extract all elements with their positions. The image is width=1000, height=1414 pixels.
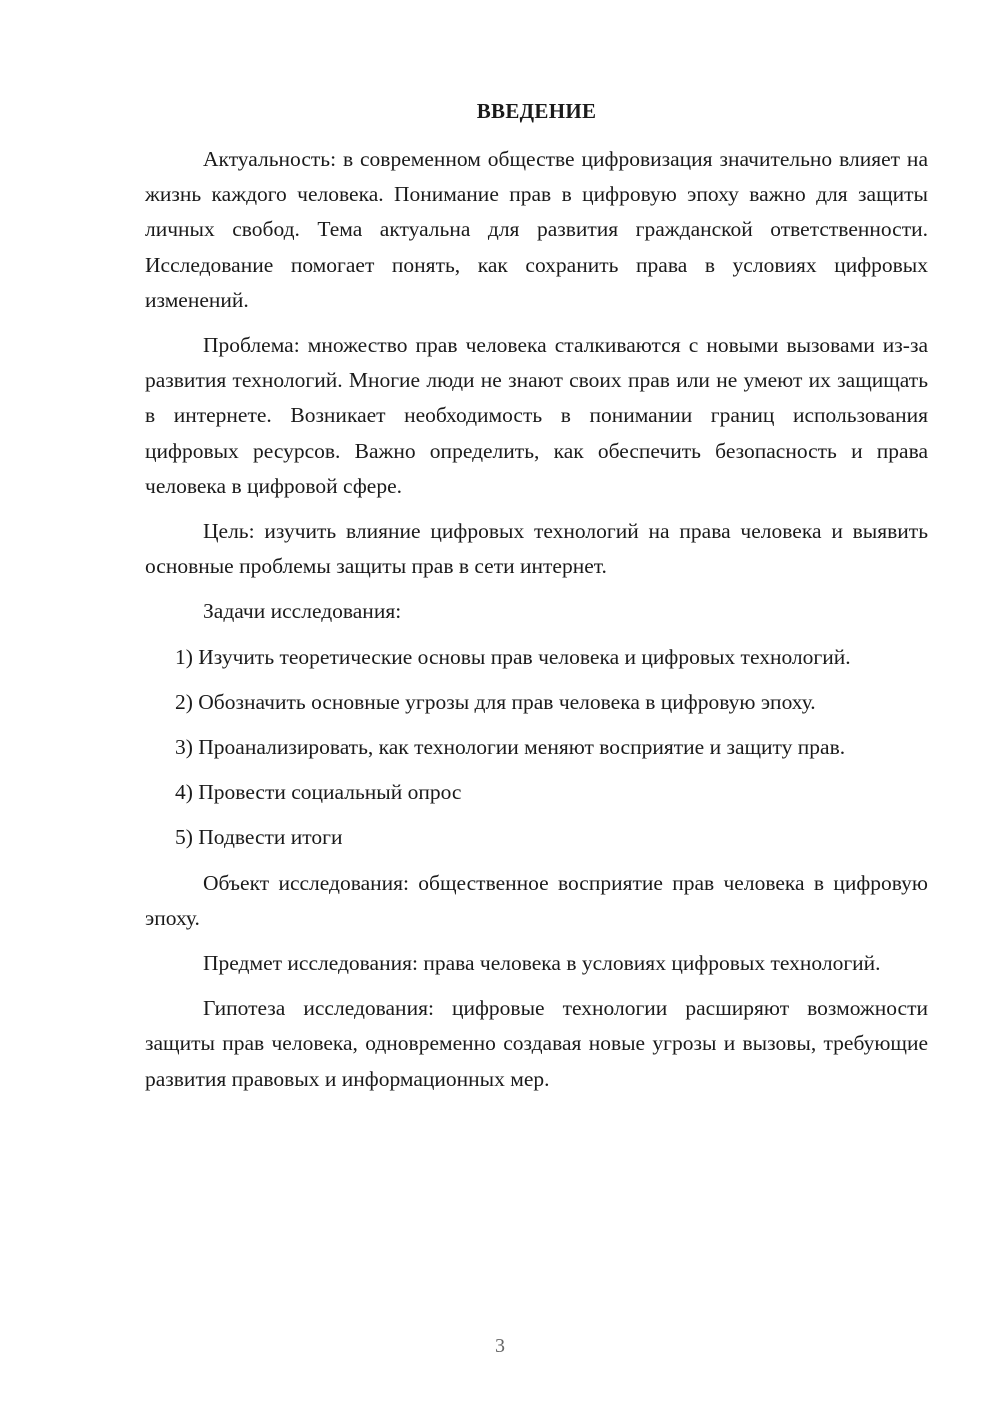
- task-item-1: 1) Изучить теоретические основы прав человека и цифровых технологий.: [175, 644, 851, 669]
- section-heading: ВВЕДЕНИЕ: [476, 99, 597, 123]
- task-item-4: 4) Провести социальный опрос: [175, 780, 462, 805]
- tasks-heading: Задачи исследования:: [203, 599, 402, 624]
- page-number: 3: [495, 1335, 505, 1357]
- task-item-3: 3) Проанализировать, как технологии меняют восприятие и защиту прав.: [175, 735, 846, 760]
- hypothesis-paragraph: Гипотеза исследования: цифровые технологии расширяют возможности защиты прав человека, одновременно создавая новые угрозы и вызовы, требующие развития правовых и информационных мер.: [145, 996, 928, 1091]
- relevance-paragraph: Актуальность: в современном обществе цифровизация значительно влияет на жизнь каждого человека. Понимание прав в цифровую эпоху важно для защиты личных свобод. Тема актуальна для развития гражданской ответственности. Исследование помогает понять, как сохранить права в условиях цифровых изменений.: [145, 147, 928, 312]
- subject-paragraph: Предмет исследования: права человека в условиях цифровых технологий.: [203, 951, 881, 976]
- goal-paragraph: Цель: изучить влияние цифровых технологий на права человека и выявить основные проблемы защиты прав в сети интернет.: [145, 519, 928, 579]
- task-item-5: 5) Подвести итоги: [175, 825, 343, 850]
- task-item-2: 2) Обозначить основные угрозы для прав человека в цифровую эпоху.: [175, 689, 816, 714]
- problem-paragraph: Проблема: множество прав человека сталкиваются с новыми вызовами из-за развития технологий. Многие люди не знают своих прав или не умеют их защищать в интернете. Возникает необходимость в понимании границ использования цифровых ресурсов. Важно определить, как обеспечить безопасность и права человека в цифровой сфере.: [145, 333, 928, 498]
- document-page: [145, 96, 928, 1107]
- object-paragraph: Объект исследования: общественное восприятие прав человека в цифровую эпоху.: [145, 870, 928, 930]
